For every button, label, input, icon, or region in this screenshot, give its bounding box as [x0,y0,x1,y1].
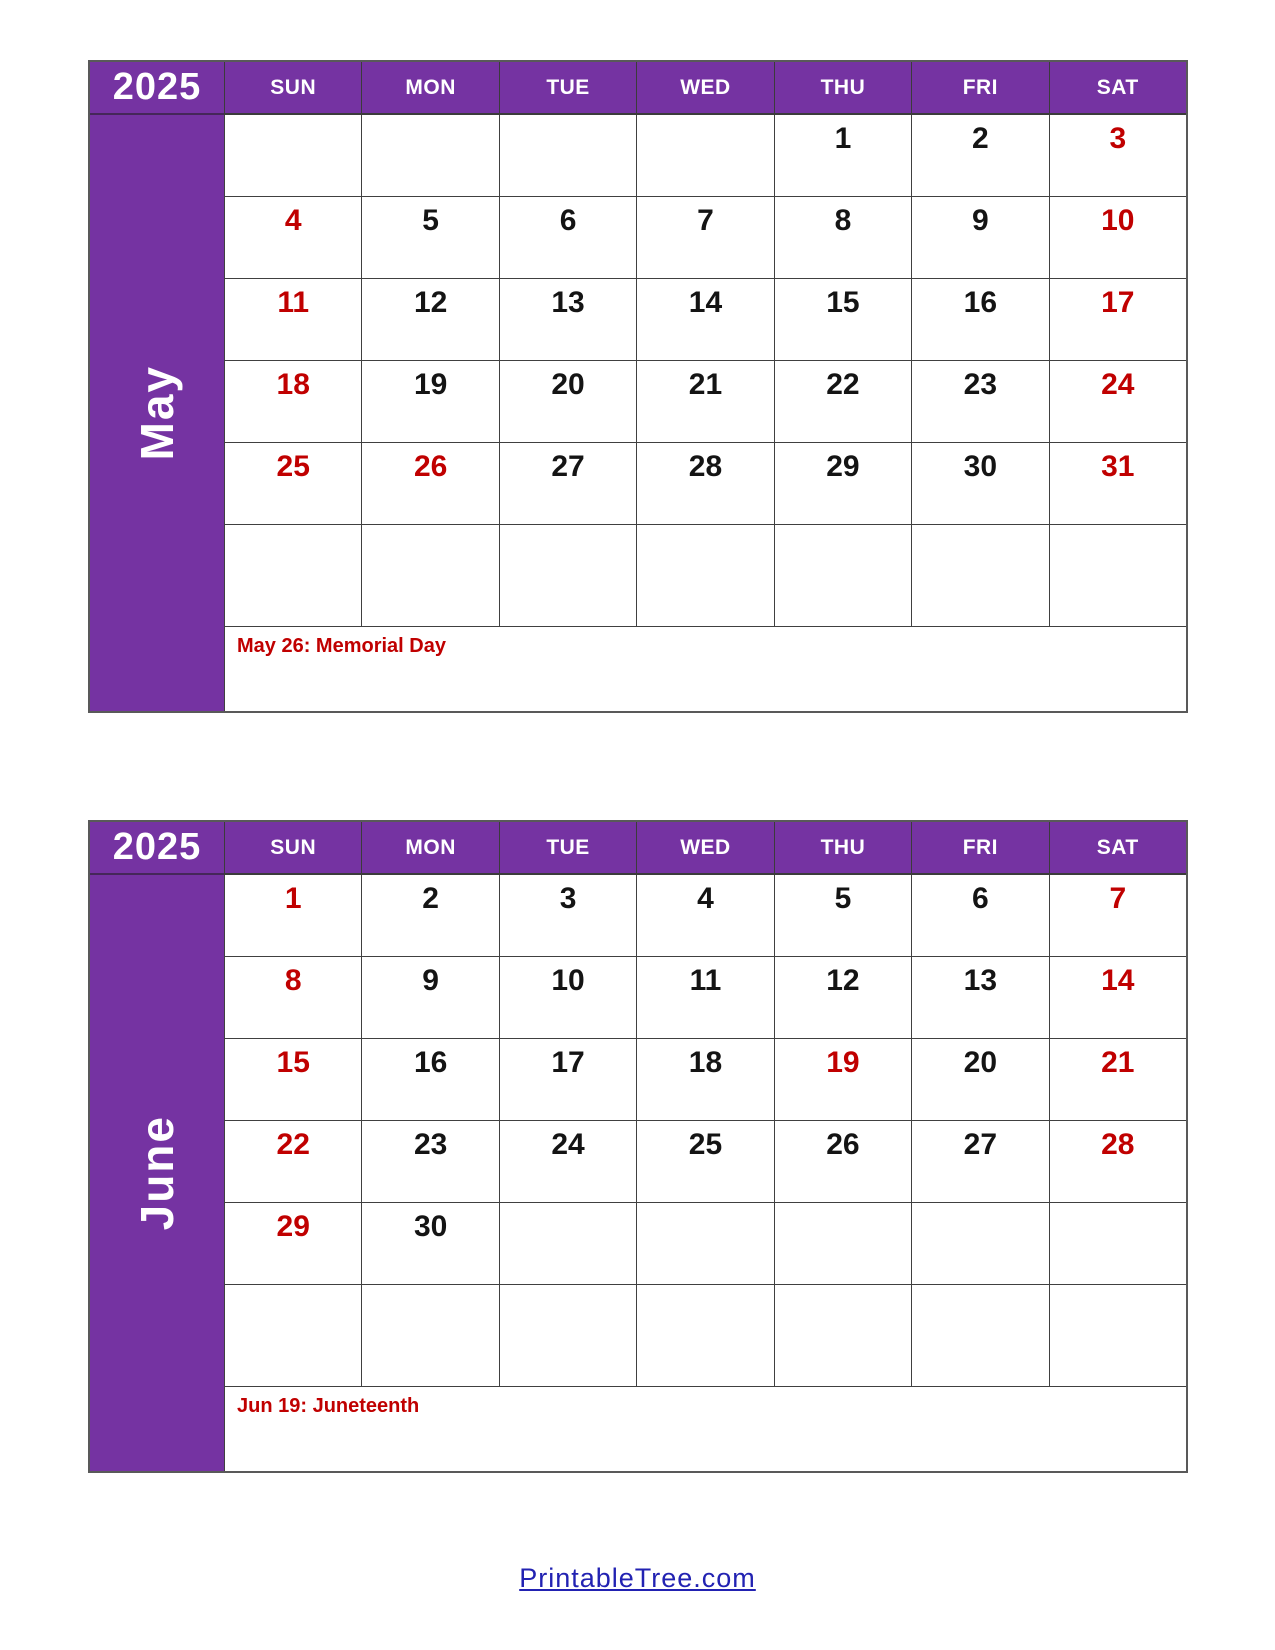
date-cell-may-23: 23 [911,361,1048,443]
date-cell-may-29: 29 [774,443,911,525]
date-cell-may-14: 14 [636,279,773,361]
date-cell-june-3: 3 [499,875,636,957]
day-header-fri: FRI [911,62,1048,115]
date-cell-empty [361,1285,498,1387]
day-header-sun: SUN [224,822,361,875]
date-cell-june-16: 16 [361,1039,498,1121]
date-cell-june-4: 4 [636,875,773,957]
day-header-sun: SUN [224,62,361,115]
date-cell-may-17: 17 [1049,279,1186,361]
date-cell-may-11: 11 [224,279,361,361]
date-cell-june-2: 2 [361,875,498,957]
date-cell-june-17: 17 [499,1039,636,1121]
date-cell-may-3: 3 [1049,115,1186,197]
date-cell-may-7: 7 [636,197,773,279]
date-cell-june-19: 19 [774,1039,911,1121]
date-cell-empty [499,1203,636,1285]
year-label: 2025 [90,822,224,875]
date-cell-june-25: 25 [636,1121,773,1203]
date-cell-june-13: 13 [911,957,1048,1039]
date-cell-june-5: 5 [774,875,911,957]
date-cell-may-25: 25 [224,443,361,525]
date-cell-empty [636,115,773,197]
date-cell-may-31: 31 [1049,443,1186,525]
date-cell-june-26: 26 [774,1121,911,1203]
date-cell-may-15: 15 [774,279,911,361]
day-header-sat: SAT [1049,62,1186,115]
date-cell-june-12: 12 [774,957,911,1039]
date-cell-empty [224,115,361,197]
date-cell-empty [911,1285,1048,1387]
date-cell-june-1: 1 [224,875,361,957]
date-cell-empty [499,1285,636,1387]
date-cell-may-30: 30 [911,443,1048,525]
date-cell-june-24: 24 [499,1121,636,1203]
date-cell-empty [774,525,911,627]
date-cell-june-29: 29 [224,1203,361,1285]
date-cell-empty [499,115,636,197]
day-header-fri: FRI [911,822,1048,875]
date-cell-empty [1049,1203,1186,1285]
day-header-thu: THU [774,822,911,875]
year-label: 2025 [90,62,224,115]
day-header-wed: WED [636,822,773,875]
date-cell-may-24: 24 [1049,361,1186,443]
date-cell-may-12: 12 [361,279,498,361]
date-cell-may-19: 19 [361,361,498,443]
date-cell-empty [774,1285,911,1387]
calendar-grid [90,822,1186,1471]
date-cell-june-28: 28 [1049,1121,1186,1203]
date-cell-empty [774,1203,911,1285]
day-header-mon: MON [361,822,498,875]
calendar-may [88,60,1188,713]
date-cell-empty [1049,1285,1186,1387]
date-cell-may-9: 9 [911,197,1048,279]
date-cell-empty [361,115,498,197]
date-cell-may-13: 13 [499,279,636,361]
date-cell-may-6: 6 [499,197,636,279]
date-cell-june-8: 8 [224,957,361,1039]
date-cell-may-26: 26 [361,443,498,525]
day-header-mon: MON [361,62,498,115]
date-cell-may-10: 10 [1049,197,1186,279]
holiday-note: Jun 19: Juneteenth [224,1387,1186,1471]
date-cell-june-22: 22 [224,1121,361,1203]
date-cell-june-14: 14 [1049,957,1186,1039]
date-cell-may-28: 28 [636,443,773,525]
date-cell-empty [361,525,498,627]
date-cell-may-27: 27 [499,443,636,525]
date-cell-empty [911,1203,1048,1285]
day-header-tue: TUE [499,822,636,875]
day-header-wed: WED [636,62,773,115]
date-cell-empty [636,1203,773,1285]
date-cell-june-6: 6 [911,875,1048,957]
date-cell-empty [636,525,773,627]
date-cell-empty [224,525,361,627]
date-cell-may-8: 8 [774,197,911,279]
date-cell-june-11: 11 [636,957,773,1039]
date-cell-may-4: 4 [224,197,361,279]
date-cell-may-5: 5 [361,197,498,279]
date-cell-june-27: 27 [911,1121,1048,1203]
month-label: May [131,365,183,461]
date-cell-may-2: 2 [911,115,1048,197]
footer [0,1563,1275,1594]
date-cell-empty [1049,525,1186,627]
date-cell-june-21: 21 [1049,1039,1186,1121]
month-sidebar [90,875,224,1471]
date-cell-june-9: 9 [361,957,498,1039]
month-sidebar [90,115,224,711]
date-cell-june-15: 15 [224,1039,361,1121]
date-cell-may-1: 1 [774,115,911,197]
date-cell-may-21: 21 [636,361,773,443]
day-header-thu: THU [774,62,911,115]
date-cell-june-18: 18 [636,1039,773,1121]
day-header-sat: SAT [1049,822,1186,875]
day-header-tue: TUE [499,62,636,115]
date-cell-empty [911,525,1048,627]
date-cell-june-30: 30 [361,1203,498,1285]
date-cell-may-22: 22 [774,361,911,443]
date-cell-empty [636,1285,773,1387]
calendar-june [88,820,1188,1473]
date-cell-june-10: 10 [499,957,636,1039]
date-cell-may-20: 20 [499,361,636,443]
date-cell-june-20: 20 [911,1039,1048,1121]
holiday-note: May 26: Memorial Day [224,627,1186,711]
calendar-grid [90,62,1186,711]
date-cell-may-18: 18 [224,361,361,443]
date-cell-empty [499,525,636,627]
date-cell-june-23: 23 [361,1121,498,1203]
month-label: June [131,1115,183,1231]
date-cell-may-16: 16 [911,279,1048,361]
date-cell-june-7: 7 [1049,875,1186,957]
date-cell-empty [224,1285,361,1387]
footer-link[interactable]: PrintableTree.com [519,1563,756,1593]
